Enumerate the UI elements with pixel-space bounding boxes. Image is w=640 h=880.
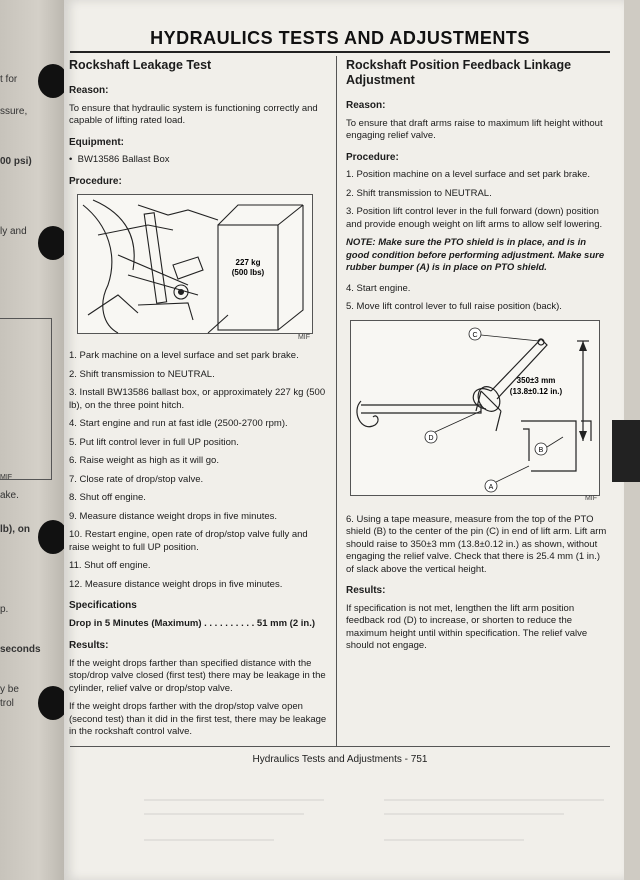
step-item: 2. Shift transmission to NEUTRAL.	[69, 368, 215, 380]
previous-page-edge	[0, 0, 64, 880]
procedure-heading: Procedure:	[69, 175, 122, 187]
margin-fragment: MIF	[0, 474, 13, 481]
section-tab-marker	[612, 420, 640, 482]
callout-c: C	[472, 331, 478, 339]
margin-fragment: seconds	[0, 644, 41, 655]
result-text: If the weight drops farther with the drop/stop valve open (second test) than it did in the first test, there may be leakage in the rockshaft control valve.	[69, 701, 327, 737]
page-footer: Hydraulics Tests and Adjustments - 751	[252, 754, 428, 765]
step-item: 8. Shut off engine.	[69, 492, 146, 503]
margin-fragment: ake.	[0, 490, 19, 501]
reason-text: To ensure that draft arms raise to maximum lift height without engaging relief valve.	[346, 117, 603, 141]
figure-weight-lbs: (500 lbs)	[231, 268, 265, 277]
section-title-leakage-test: Rockshaft Leakage Test	[69, 58, 212, 72]
step-item: 10. Restart engine, open rate of drop/stop valve fully and raise weight to full UP position.	[69, 529, 308, 553]
step-item: 3. Install BW13586 ballast box, or approximately 227 kg (500 lb), on the three point hitch.	[69, 387, 326, 411]
step-item: 4. Start engine.	[346, 282, 411, 294]
specifications-heading: Specifications	[69, 600, 137, 611]
page-header: HYDRAULICS TESTS AND ADJUSTMENTS	[150, 28, 530, 48]
step-item: 1. Position machine on a level surface and set park brake.	[346, 169, 590, 180]
right-column	[346, 58, 608, 659]
step-item: 11. Shut off engine.	[69, 560, 151, 571]
show-through-texture	[124, 780, 624, 880]
step-item: 12. Measure distance weight drops in five minutes.	[69, 578, 283, 590]
binder-hole	[38, 686, 64, 720]
step-6-text: 6. Using a tape measure, measure from the top of the PTO shield (B) to the center of the pin (C) in end of lift arm. Lift arm should raise to 350±3 mm (13.8±0.12 in.) as shown, without engaging the relief valve. Check that there is 25.4 mm (1 in.) of slack above the vertical height.	[346, 513, 607, 575]
callout-a: A	[488, 483, 494, 491]
margin-fragment: t for	[0, 74, 18, 85]
figure-code: MIF	[297, 333, 310, 341]
margin-fragment: ssure,	[0, 106, 28, 117]
spec-label: Drop in 5 Minutes (Maximum) . . . . . . . . . .	[69, 617, 255, 629]
callout-b: B	[538, 446, 544, 454]
step-item: 1. Park machine on a level surface and set park brake.	[69, 350, 299, 361]
spec-line	[69, 618, 329, 631]
ballast-box-illustration	[78, 195, 314, 335]
header-rule	[70, 51, 610, 53]
figure-weight-kg: 227 kg	[235, 258, 261, 267]
dimension-mm: 350±3 mm	[516, 375, 556, 385]
margin-fragment: p.	[0, 604, 9, 615]
margin-fragment: lb), on	[0, 524, 30, 535]
step-item: 7. Close rate of drop/stop valve.	[69, 473, 204, 485]
equipment-heading: Equipment:	[69, 136, 124, 148]
results-heading: Results:	[346, 585, 386, 596]
reason-heading: Reason:	[69, 85, 109, 96]
spec-value: 51 mm (2 in.)	[256, 617, 315, 629]
callout-d: D	[428, 434, 434, 442]
dimension-in: (13.8±0.12 in.)	[509, 386, 563, 396]
footer-rule	[70, 746, 610, 747]
equipment-item: • BW13586 Ballast Box	[69, 154, 170, 165]
lift-arm-illustration	[351, 321, 601, 497]
lift-arm-figure	[350, 320, 600, 502]
margin-fragment: y be	[0, 684, 19, 695]
step-item: 3. Position lift control lever in the full forward (down) position and provide enough weight on lift arms to allow self lowering.	[346, 206, 603, 230]
step-item: 9. Measure distance weight drops in five minutes.	[69, 510, 278, 522]
results-heading: Results:	[69, 640, 109, 651]
pto-shield-note: NOTE: Make sure the PTO shield is in place, and is in good condition before performing adjustment. Make sure rubber bumper (A) is in place on PTO shield.	[346, 237, 605, 273]
left-column	[69, 58, 329, 745]
equipment-item-text: BW13586 Ballast Box	[77, 154, 170, 165]
margin-figure-edge	[0, 318, 52, 480]
margin-fragment: trol	[0, 698, 14, 709]
margin-fragment: 00 psi)	[0, 156, 32, 167]
adjustment-steps	[346, 169, 608, 231]
step-item: 5. Move lift control lever to full raise position (back).	[346, 301, 562, 312]
step-item: 4. Start engine and run at fast idle (2500-2700 rpm).	[69, 418, 288, 429]
figure-code: MIF	[584, 495, 597, 502]
result-text: If the weight drops farther than specified distance with the stop/drop valve closed (first test) there may be leakage in the cylinder, relief valve or drop/stop valve.	[69, 657, 326, 694]
step-item: 6. Raise weight as high as it will go.	[69, 455, 219, 466]
results-text: If specification is not met, lengthen the lift arm position feedback rod (D) to increase, or shorten to reduce the maximum height until within specification. The relief valve should not engage.	[346, 602, 588, 651]
binder-hole	[38, 520, 64, 554]
procedure-heading: Procedure:	[346, 151, 399, 163]
leakage-steps	[69, 350, 329, 591]
ballast-box-figure	[77, 194, 313, 341]
step-item: 5. Put lift control lever in full UP position.	[69, 436, 239, 448]
column-divider	[336, 56, 337, 746]
reason-heading: Reason:	[346, 100, 386, 111]
binder-hole	[38, 226, 64, 260]
manual-page	[64, 0, 624, 880]
section-title-feedback-linkage: Rockshaft Position Feedback Linkage Adjustment	[346, 58, 572, 87]
binder-hole	[38, 64, 64, 98]
adjustment-steps-continued	[346, 283, 608, 314]
margin-fragment: ly and	[0, 226, 27, 237]
reason-text: To ensure that hydraulic system is functioning correctly and capable of lifting rated load.	[69, 102, 318, 126]
step-item: 2. Shift transmission to NEUTRAL.	[346, 187, 492, 199]
